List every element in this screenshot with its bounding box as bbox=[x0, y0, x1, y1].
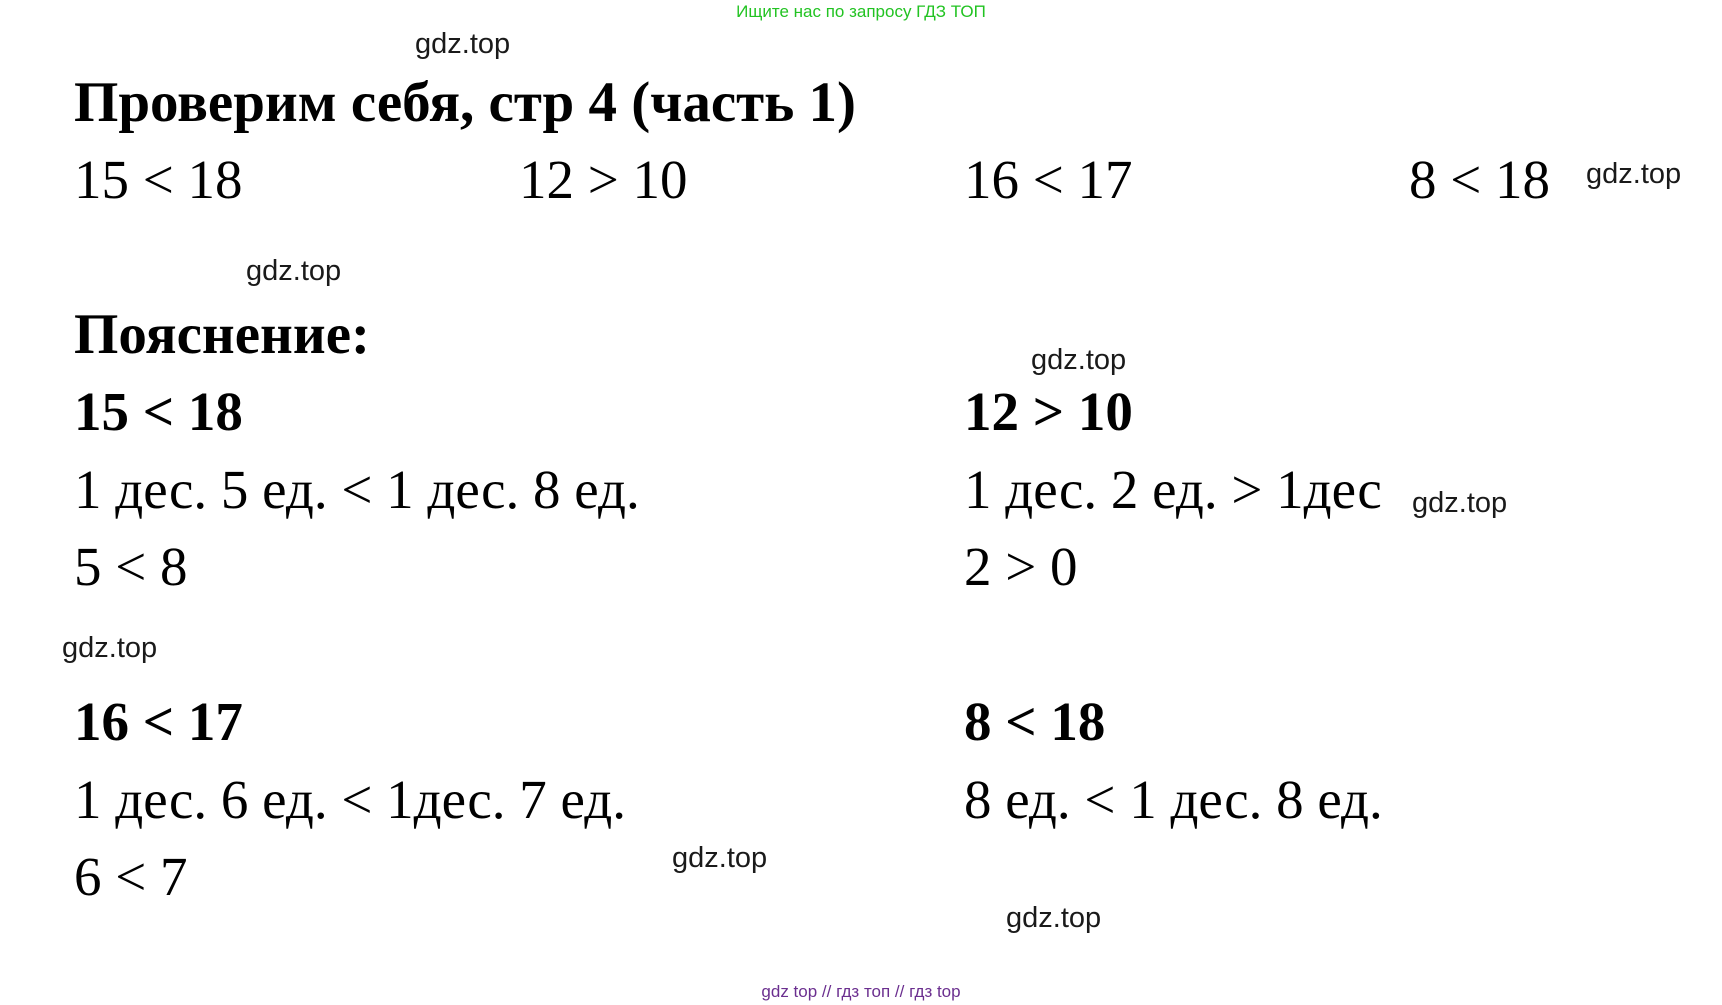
page-title: Проверим себя, стр 4 (часть 1) bbox=[74, 71, 857, 134]
block-3-line2: 6 < 7 bbox=[74, 846, 188, 907]
block-1-header: 15 < 18 bbox=[74, 381, 243, 442]
block-2-header: 12 > 10 bbox=[964, 381, 1133, 442]
block-2-line2: 2 > 0 bbox=[964, 536, 1078, 597]
answer-4: 8 < 18 bbox=[1409, 149, 1551, 210]
block-1-line2: 5 < 8 bbox=[74, 536, 188, 597]
watermark: gdz.top bbox=[1586, 158, 1682, 190]
watermark: gdz.top bbox=[246, 255, 342, 287]
watermark: gdz.top bbox=[1412, 487, 1508, 519]
watermark: gdz.top bbox=[415, 28, 511, 60]
answer-3: 16 < 17 bbox=[964, 149, 1133, 210]
block-1-line1: 1 дес. 5 ед. < 1 дес. 8 ед. bbox=[74, 459, 640, 520]
block-4-header: 8 < 18 bbox=[964, 691, 1106, 752]
watermark: gdz.top bbox=[1006, 902, 1102, 934]
watermark: gdz.top bbox=[1031, 344, 1127, 376]
answer-1: 15 < 18 bbox=[74, 149, 243, 210]
watermark: gdz.top bbox=[672, 842, 768, 874]
block-3-line1: 1 дес. 6 ед. < 1дес. 7 ед. bbox=[74, 769, 626, 830]
top-banner: Ищите нас по запросу ГДЗ ТОП bbox=[736, 2, 986, 21]
explanation-heading: Пояснение: bbox=[74, 303, 370, 366]
block-3-header: 16 < 17 bbox=[74, 691, 243, 752]
watermark: gdz.top bbox=[62, 632, 158, 664]
block-4-line1: 8 ед. < 1 дес. 8 ед. bbox=[964, 769, 1383, 830]
bottom-banner: gdz top // гдз топ // гдз top bbox=[761, 982, 961, 1001]
answer-2: 12 > 10 bbox=[519, 149, 688, 210]
block-2-line1: 1 дес. 2 ед. > 1дес bbox=[964, 459, 1382, 520]
